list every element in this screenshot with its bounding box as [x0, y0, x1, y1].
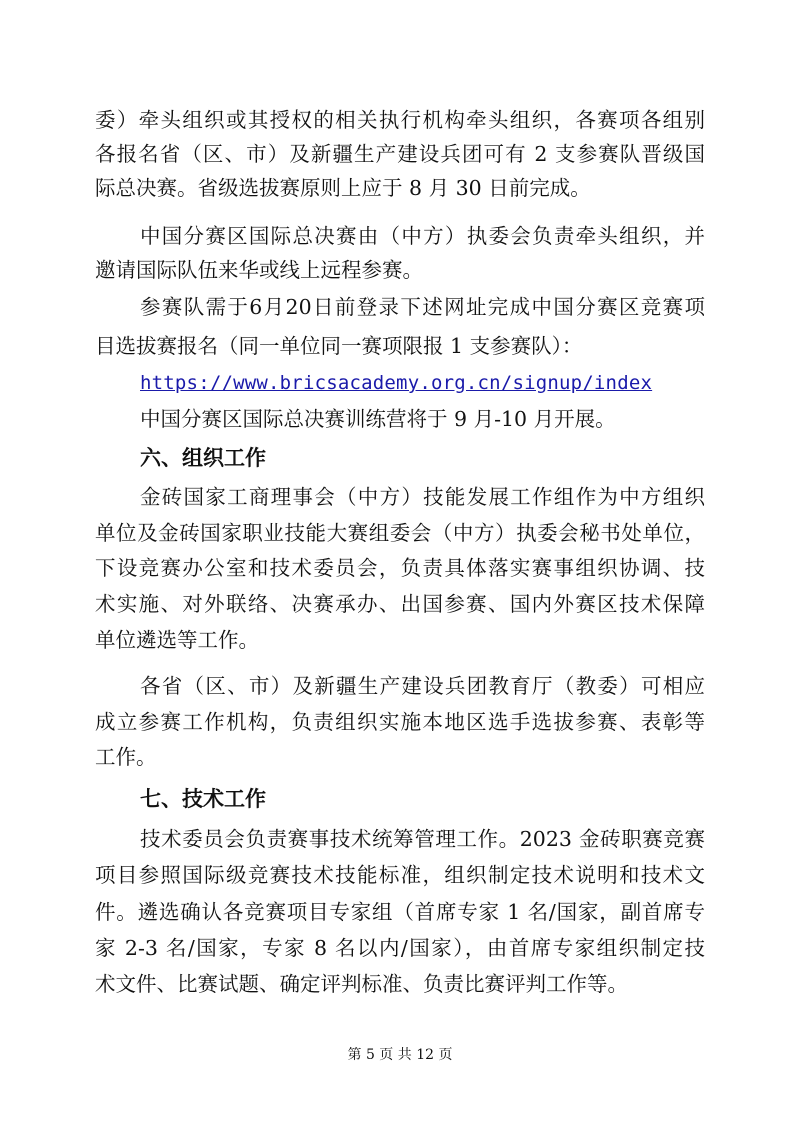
paragraph-line: 项目参照国际级竞赛技术技能标准，组织制定技术说明和技术文 — [95, 863, 705, 887]
paragraph-line: 委）牵头组织或其授权的相关执行机构牵头组织，各赛项各组别 — [95, 108, 705, 132]
section-heading-technical: 七、技术工作 — [140, 787, 266, 811]
paragraph-line: 术文件、比赛试题、确定评判标准、负责比赛评判工作等。 — [95, 972, 628, 996]
paragraph-line: 际总决赛。省级选拔赛原则上应于 8 月 30 日前完成。 — [95, 176, 591, 200]
paragraph-line: 工作。 — [95, 745, 157, 769]
paragraph-line: 中国分赛区国际总决赛由（中方）执委会负责牵头组织，并 — [140, 224, 705, 248]
paragraph-line: 家 2-3 名/国家，专家 8 名以内/国家），由首席专家组织制定技 — [95, 936, 705, 960]
paragraph-line: 件。遴选确认各竞赛项目专家组（首席专家 1 名/国家，副首席专 — [95, 900, 705, 924]
paragraph-line: 成立参赛工作机构，负责组织实施本地区选手选拔参赛、表彰等 — [95, 710, 705, 734]
page-number-footer: 第 5 页 共 12 页 — [347, 1047, 453, 1063]
section-heading-organization: 六、组织工作 — [140, 446, 266, 470]
paragraph-line: 术实施、对外联络、决赛承办、出国参赛、国内外赛区技术保障 — [95, 592, 705, 616]
paragraph-line: 技术委员会负责赛事技术统筹管理工作。2023 金砖职赛竞赛 — [140, 827, 705, 851]
paragraph-line: 单位遴选等工作。 — [95, 628, 259, 652]
signup-url-link[interactable]: https://www.bricsacademy.org.cn/signup/index — [140, 372, 653, 394]
paragraph-line: 邀请国际队伍来华或线上远程参赛。 — [95, 258, 423, 282]
paragraph-line: 目选拔赛报名（同一单位同一赛项限报 1 支参赛队）： — [95, 334, 583, 358]
paragraph-line: 单位及金砖国家职业技能大赛组委会（中方）执委会秘书处单位， — [95, 521, 705, 545]
paragraph-line: 各省（区、市）及新疆生产建设兵团教育厅（教委）可相应 — [140, 674, 705, 698]
paragraph-line: 参赛队需于6月20日前登录下述网址完成中国分赛区竞赛项 — [140, 295, 705, 319]
paragraph-line: 金砖国家工商理事会（中方）技能发展工作组作为中方组织 — [140, 485, 705, 509]
paragraph-line: 下设竞赛办公室和技术委员会，负责具体落实赛事组织协调、技 — [95, 556, 705, 580]
paragraph-line: 中国分赛区国际总决赛训练营将于 9 月-10 月开展。 — [140, 407, 616, 431]
paragraph-line: 各报名省（区、市）及新疆生产建设兵团可有 2 支参赛队晋级国 — [95, 142, 705, 166]
